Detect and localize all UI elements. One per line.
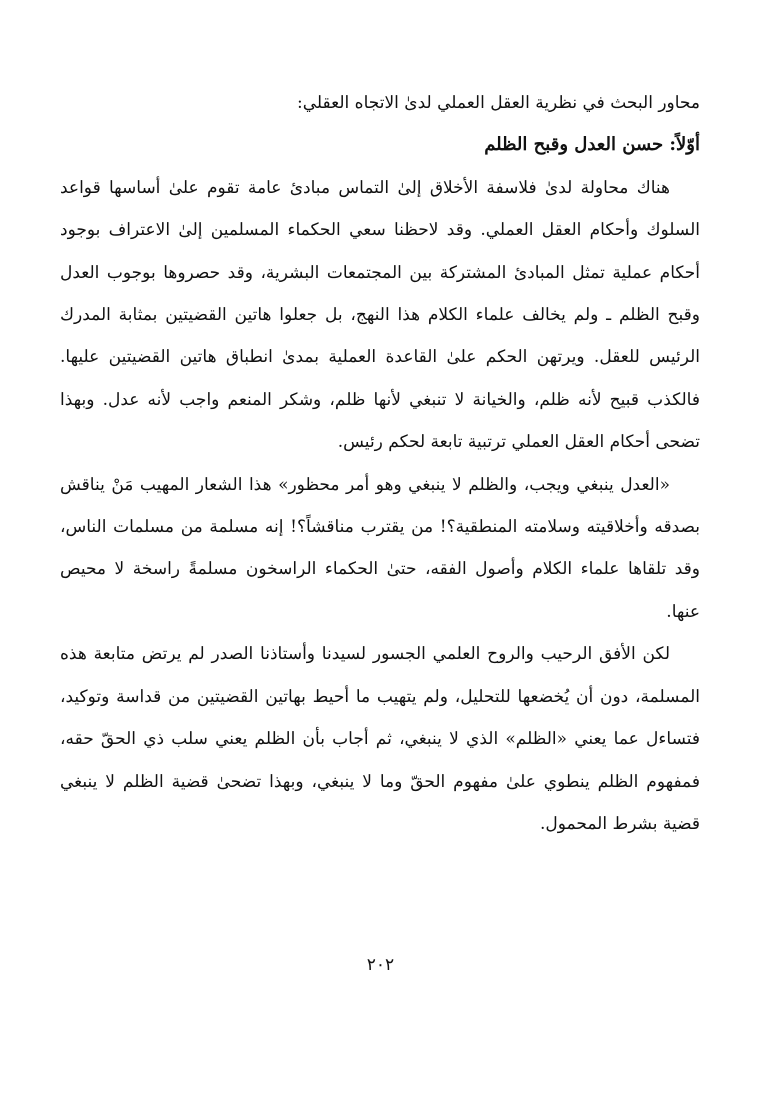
paragraph-3: لكن الأفق الرحيب والروح العلمي الجسور لسيدنا وأستاذنا الصدر لم يرتض متابعة هذه المسلمة، دون أن يُخضعها للتحليل، ولم يتهيب ما أحيط بهاتين القضيتين من قداسة وتوكيد، فتساءل عما يعني «الظلم» الذي لا ينبغي، ثم أجاب بأن الظلم يعني سلب ذي الحقّ حقه، فمفهوم الظلم ينطوي علىٰ مفهوم الحقّ وما لا ينبغي، وبهذا تضحىٰ قضية الظلم لا ينبغي قضية بشرط المحمول. bbox=[60, 644, 700, 834]
section-heading: أوّلاً: حسن العدل وقبح الظلم bbox=[484, 134, 700, 156]
paragraph-2: «العدل ينبغي ويجب، والظلم لا ينبغي وهو أمر محظور» هذا الشعار المهيب مَنْ يناقش بصدقه وأخلاقيته وسلامته المنطقية؟! من يقترب مناقشاً؟! إنه مسلمة من مسلمات الناس، وقد تلقاها علماء الكلام وأصول الفقه، حتىٰ الحكماء الراسخون مسلمةً راسخة لا محيص عنها. bbox=[60, 474, 700, 622]
page-number: ٢٠٢ bbox=[366, 955, 395, 975]
page-body bbox=[60, 82, 700, 845]
paragraph-1: هناك محاولة لدىٰ فلاسفة الأخلاق إلىٰ التماس مبادئ عامة تقوم علىٰ أساسها قواعد السلوك وأحكام العقل العملي. وقد لاحظنا سعي الحكماء المسلمين إلىٰ الاعتراف بوجود أحكام عملية تمثل المبادئ المشتركة بين المجتمعات البشرية، وقد حصروها بوجوب العدل وقبح الظلم ـ ولم يخالف علماء الكلام هذا النهج، بل جعلوا هاتين القضيتين بمثابة المدرك الرئيس للعقل. ويرتهن الحكم علىٰ القاعدة العملية بمدىٰ انطباق هاتين القضيتين عليها. فالكذب قبيح لأنه ظلم، والخيانة لا تنبغي لأنها ظلم، وشكر المنعم واجب لأنه عدل. وبهذا تضحى أحكام العقل العملي ترتبية تابعة لحكم رئيس. bbox=[60, 177, 700, 453]
intro-line: محاور البحث في نظرية العقل العملي لدىٰ الاتجاه العقلي: bbox=[297, 93, 700, 113]
